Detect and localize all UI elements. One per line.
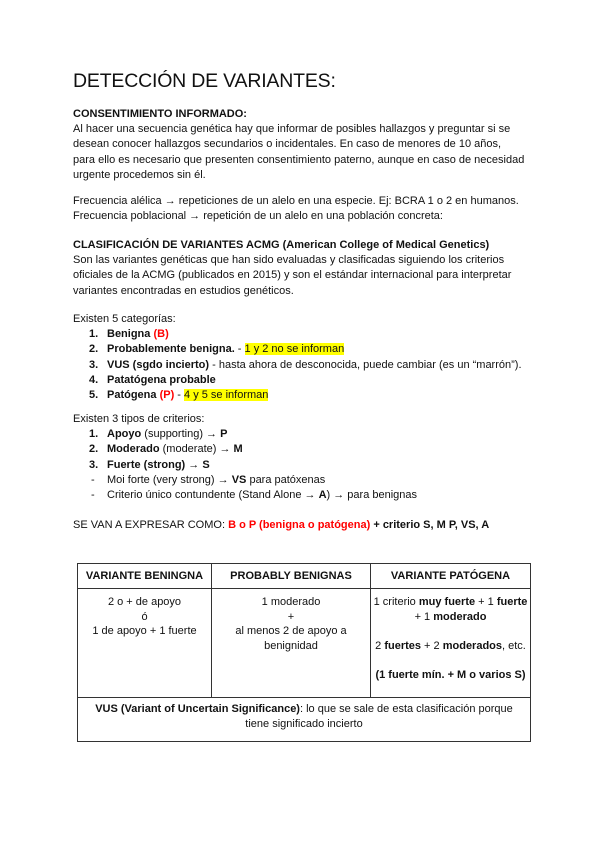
list-item <box>73 327 522 342</box>
item-text: (supporting) → <box>141 428 221 441</box>
page-title: DETECCIÓN DE VARIANTES: <box>73 70 336 92</box>
item-abbrev: (P) <box>159 389 175 402</box>
item-bold: Benigna <box>107 328 151 341</box>
expresion-prefix: SE VAN A EXPRESAR COMO: <box>73 519 229 531</box>
frecuencia-poblacional: Frecuencia poblacional → repetición de un alelo en una población concreta: <box>73 210 443 223</box>
list-number: 2. <box>89 343 99 356</box>
cell-line: + <box>287 610 295 623</box>
section-clasificacion <box>73 238 511 299</box>
item-bold: Moderado <box>107 443 160 456</box>
list-number: 1. <box>89 328 99 341</box>
table-header: VARIANTE BENINGNA <box>78 564 212 589</box>
item-text: - <box>234 343 245 356</box>
vus-term: VUS (Variant of Uncertain Significance) <box>95 703 300 715</box>
section-heading: CONSENTIMIENTO INFORMADO: <box>73 108 247 120</box>
paragraph-line: Son las variantes genéticas que han sido evaluadas y clasificadas siguiendo los criterios <box>73 254 505 267</box>
list-number: 4. <box>89 373 99 386</box>
highlight-note: 1 y 2 no se informan <box>244 343 345 356</box>
criterios-intro: Existen 3 tipos de criterios: <box>73 413 205 425</box>
item-text: (moderate) → <box>159 443 234 456</box>
bullet-item <box>73 473 417 488</box>
section-heading: CLASIFICACIÓN DE VARIANTES ACMG (American College of Medical Genetics) <box>73 239 490 251</box>
table-header: VARIANTE PATÓGENA <box>371 564 531 589</box>
table-cell-probably-benignas <box>212 589 371 698</box>
list-number: 3. <box>89 458 99 471</box>
list-item <box>73 458 417 473</box>
item-text: para patóxenas <box>246 473 326 486</box>
item-code: A <box>318 489 327 502</box>
item-abbrev: (B) <box>153 328 169 341</box>
cell-line: 2 o + de apoyo <box>107 596 182 608</box>
item-code: M <box>233 443 243 456</box>
cell-line: 1 de apoyo + 1 fuerte <box>92 625 197 637</box>
table-cell-vus <box>78 698 531 742</box>
expresion-line <box>73 518 489 533</box>
paragraph-line: para ello es necesario que presenten consentimiento paterno, aunque en caso de necesidad <box>73 153 525 166</box>
item-text: Criterio único contundente (Stand Alone → <box>107 489 319 502</box>
frecuencia-alelica: Frecuencia alélica → repeticiones de un alelo en una especie. Ej: BCRA 1 o 2 en humanos. <box>73 195 519 207</box>
list-number: 2. <box>89 443 99 456</box>
item-code: VS <box>231 473 247 486</box>
cell-line: 1 moderado <box>261 596 321 608</box>
highlight-note: 4 y 5 se informan <box>184 389 269 402</box>
item-code: S <box>202 458 210 471</box>
list-item <box>73 373 522 388</box>
item-bold: Patógena <box>107 389 157 402</box>
section-consentimiento <box>73 107 524 183</box>
cell-line: 1 criterio muy fuerte + 1 fuerte <box>373 596 528 608</box>
table-header-row <box>78 564 531 589</box>
paragraph-line: Al hacer una secuencia genética hay que informar de posibles hallazgos y preguntar si se <box>73 123 511 136</box>
table-cell-patogena <box>371 589 531 698</box>
table-row <box>78 589 531 698</box>
cell-line: ó <box>141 610 148 623</box>
paragraph-line: urgente procedemos sin él. <box>73 168 206 181</box>
paragraph-line: variantes encontradas en estudios genéticos. <box>73 284 294 297</box>
item-code: P <box>220 428 228 441</box>
categorias-list <box>73 327 522 403</box>
list-number: 1. <box>89 428 99 441</box>
dash-bullet-icon: - <box>91 489 95 502</box>
expresion-red: B o P (benigna o patógena) <box>228 519 371 531</box>
cell-line: (1 fuerte mín. + M o varios S) <box>375 668 526 681</box>
list-item <box>73 442 417 457</box>
section-criterios <box>73 412 417 503</box>
table-header: PROBABLY BENIGNAS <box>212 564 371 589</box>
section-frecuencias <box>73 194 519 224</box>
item-text: → <box>185 458 203 471</box>
item-text: - <box>174 389 185 402</box>
section-categorias <box>73 312 522 403</box>
vus-text: : lo que se sale de esta clasificación porque <box>299 703 513 715</box>
item-text: Moi forte (very strong) → <box>107 473 232 486</box>
item-text: - hasta ahora de desconocida, puede cambiar (es un “marrón”). <box>209 358 522 371</box>
bullet-item <box>73 488 417 503</box>
item-bold: VUS (sgdo incierto) <box>107 358 210 371</box>
list-item <box>73 342 522 357</box>
acmg-table <box>77 563 531 742</box>
paragraph-line: desean conocer hallazgos secundarios o incidentales. En caso de menores de 10 años, <box>73 138 502 151</box>
list-item <box>73 427 417 442</box>
table-cell-benigna <box>78 589 212 698</box>
cell-line: al menos 2 de apoyo a <box>235 625 347 637</box>
list-item <box>73 388 522 403</box>
item-bold: Apoyo <box>107 428 142 441</box>
cell-line: benignidad <box>264 639 318 652</box>
list-number: 3. <box>89 358 99 371</box>
categorias-intro: Existen 5 categorías: <box>73 313 176 325</box>
expresion-suffix: + criterio S, M P, VS, A <box>370 519 490 531</box>
list-number: 5. <box>89 389 99 402</box>
item-bold: Fuerte (strong) <box>107 458 186 471</box>
list-item <box>73 358 522 373</box>
vus-text-line2: tiene significado incierto <box>245 718 363 730</box>
cell-line: + 1 moderado <box>414 610 487 623</box>
item-bold: Patatógena probable <box>107 373 216 386</box>
dash-bullet-icon: - <box>91 473 95 486</box>
item-bold: Probablemente benigna. <box>107 343 235 356</box>
item-text: ) → para benignas <box>326 489 418 502</box>
paragraph-line: oficiales de la ACMG (publicados en 2015) y son el estándar internacional para interpretar <box>73 269 512 282</box>
cell-line: 2 fuertes + 2 moderados, etc. <box>375 639 526 652</box>
table-footer-row <box>78 698 531 742</box>
